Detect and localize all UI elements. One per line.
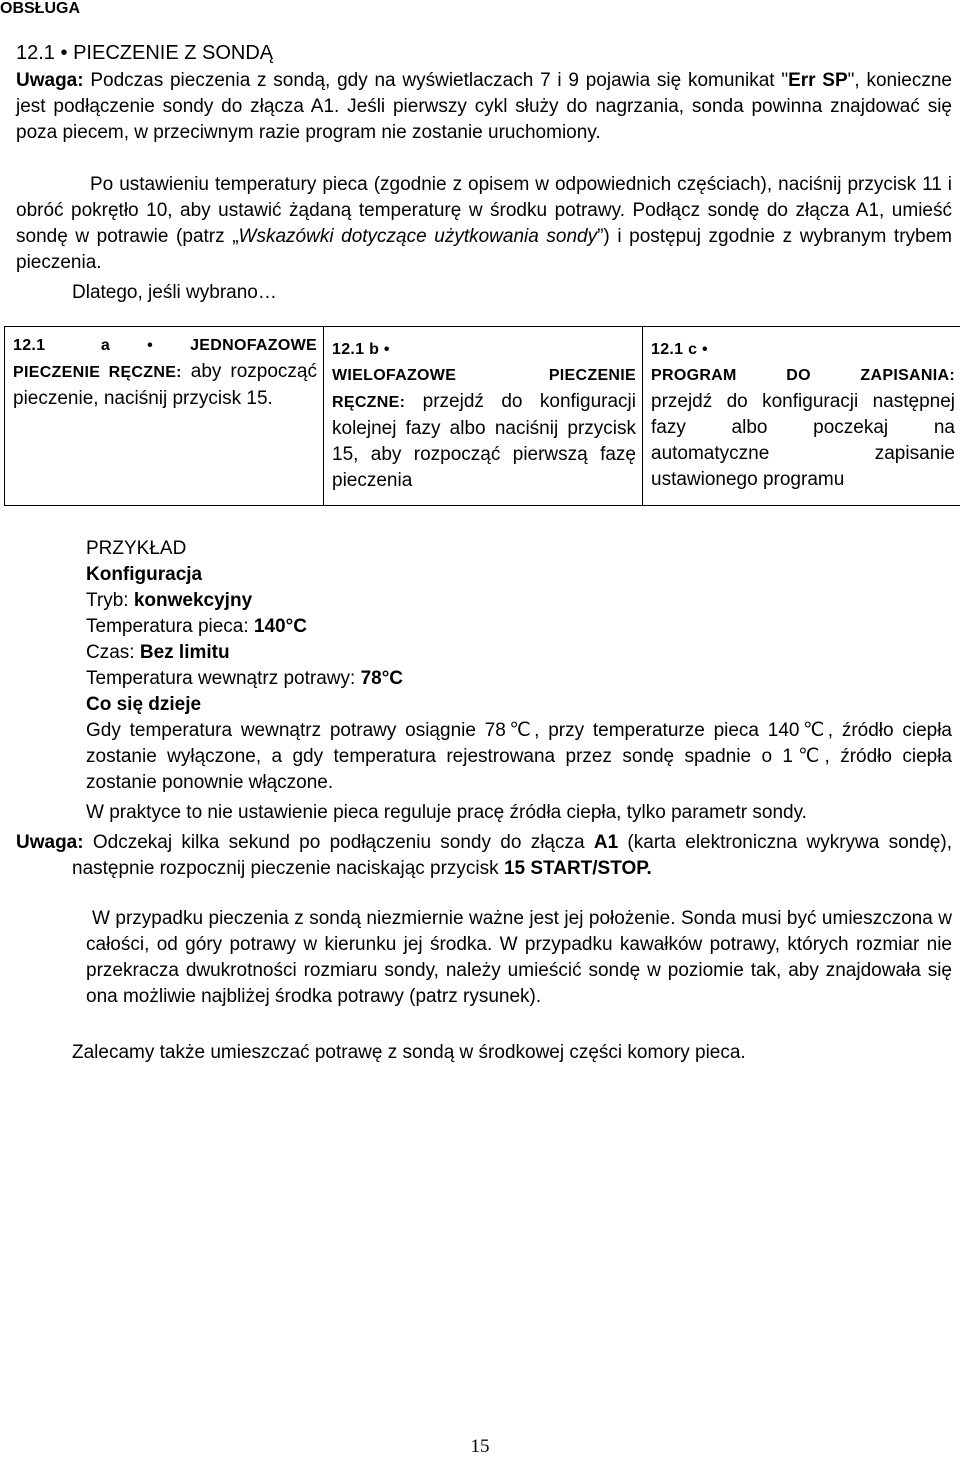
config-mode: Tryb: konwekcyjny [86, 590, 253, 611]
probe-guide-reference: Wskazówki dotyczące użytkowania sondy [238, 226, 598, 247]
probe-instructions-a: Po ustawieniu temperatury pieca (zgodnie z opisem w odpowiednich częściach), naciśnij przycisk 11 i obróć pokrętło 10, aby ustawić żądaną temperaturę w środku potrawy. Podłącz sondę do złącza A1, umieść sondę w potrawie (patrz „ [16, 174, 952, 247]
column-subheading: PIECZENIE RĘCZNE: [13, 364, 182, 381]
column-heading: 12.1 b • [332, 341, 390, 358]
start-stop-label: 15 START/STOP. [503, 858, 652, 879]
probe-instructions [16, 172, 952, 276]
mode-columns-table [4, 326, 960, 506]
note-label: Uwaga: [16, 832, 84, 853]
column-multi-phase [324, 327, 643, 506]
note-text-a: Podczas pieczenia z sondą, gdy na wyświetlaczach 7 i 9 pojawia się komunikat " [83, 70, 789, 91]
column-subheading: PROGRAM DO ZAPISANIA: [651, 367, 955, 384]
selection-lead: Dlatego, jeśli wybrano… [72, 282, 277, 303]
note-wait-text-b: (karta elektroniczna wykrywa sondę), następnie rozpocznij pieczenie naciskając przycisk [72, 832, 952, 879]
note-label: Uwaga: [16, 70, 84, 91]
placement-recommendation: Zalecamy także umieszczać potrawę z sondą w środkowej części komory pieca. [72, 1042, 746, 1063]
section-title-text: PIECZENIE Z SONDĄ [73, 42, 274, 64]
column-subheading: WIELOFAZOWE PIECZENIE [332, 367, 636, 384]
connector-label: A1 [593, 832, 619, 853]
example-heading: PRZYKŁAD [86, 538, 187, 559]
column-single-phase [5, 327, 324, 506]
column-text: aby rozpocząć pieczenie, naciśnij przycisk 15. [13, 361, 317, 409]
column-text: przejdź do konfiguracji kolejnej fazy albo naciśnij przycisk 15, aby rozpocząć pierwszą fazę pieczenia [332, 391, 636, 491]
note-wait-text-a: Odczekaj kilka sekund po podłączeniu sondy do złącza [83, 832, 594, 853]
practice-note: W praktyce to nie ustawienie pieca reguluje pracę źródła ciepła, tylko parametr sondy. [86, 802, 807, 823]
error-message: Err SP [788, 70, 848, 91]
column-heading: 12.1 a • JEDNOFAZOWE [13, 337, 317, 354]
section-bullet: • [60, 42, 68, 64]
column-text: przejdź do konfiguracji następnej fazy albo poczekaj na automatyczne zapisanie ustawionego programu [651, 391, 955, 490]
column-heading: 12.1 c • [651, 341, 708, 358]
what-happens-heading: Co się dzieje [86, 694, 202, 715]
probe-instructions-b: ”) i postępuj zgodnie z wybranym trybem pieczenia. [16, 226, 952, 273]
page-number: 15 [470, 1436, 490, 1457]
config-time: Czas: Bez limitu [86, 642, 230, 663]
note-probe-error [16, 68, 952, 146]
what-happens-text: Gdy temperatura wewnątrz potrawy osiągnie 78℃, przy temperaturze pieca 140℃, źródło ciepła zostanie wyłączone, a gdy temperatura rejestrowana przez sondę spadnie o 1℃, źródło ciepła zostanie ponownie włączone. [86, 720, 952, 793]
config-core-temp: Temperatura wewnątrz potrawy: 78°C [86, 668, 404, 689]
example-section [86, 536, 956, 718]
section-title [16, 40, 952, 66]
section-number: 12.1 [16, 42, 55, 64]
probe-position-paragraph: W przypadku pieczenia z sondą niezmiernie ważne jest jej położenie. Sonda musi być umieszczona w całości, od góry potrawy w kierunku jej środka. W przypadku kawałków potrawy, których rozmiar nie przekracza dwukrotności rozmiaru sondy, należy umieścić sondę w poziomie tak, aby znajdowała się ona możliwie najbliżej środka potrawy (patrz rysunek). [86, 908, 952, 1007]
note-wait [16, 830, 952, 882]
column-program-save [643, 327, 960, 506]
note-text-b: ", konieczne jest podłączenie sondy do złącza A1. Jeśli pierwszy cykl służy do nagrzania, sonda powinna znajdować się poza piecem, w przeciwnym razie program nie zostanie uruchomiony. [16, 70, 952, 143]
page-header: OBSŁUGA [0, 0, 80, 17]
column-subheading-2: RĘCZNE: [332, 394, 406, 411]
config-oven-temp: Temperatura pieca: 140°C [86, 616, 307, 637]
config-heading: Konfiguracja [86, 564, 203, 585]
